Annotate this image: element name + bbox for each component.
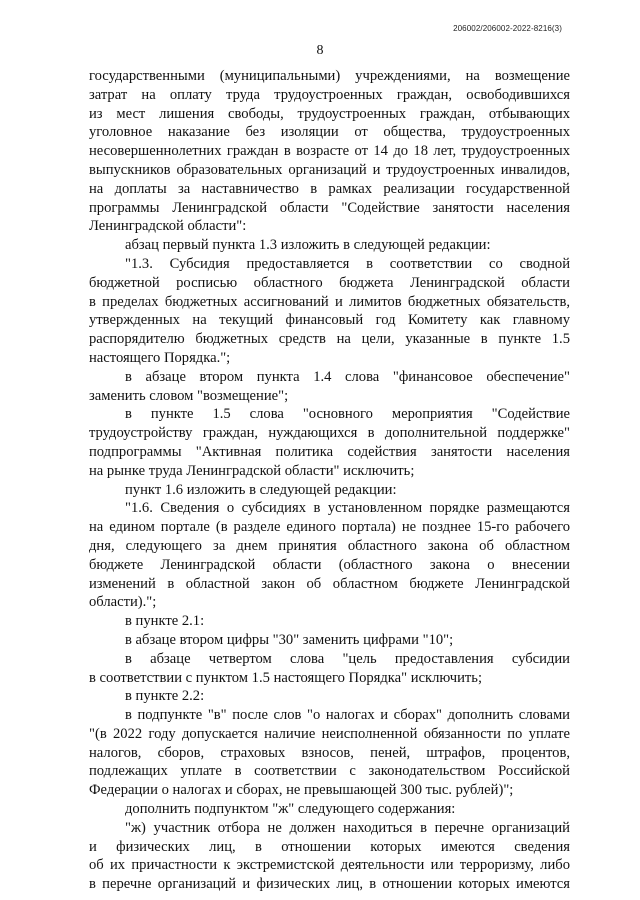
text-line: об их причастности к экстремистской деятельности или терроризму, либо	[89, 857, 570, 874]
text-line: изменений в областной закон об областном бюджете Ленинградской	[89, 575, 570, 592]
text-line: бюджете Ленинградской области (областного закона о внесении	[89, 556, 570, 573]
text-line: и физических лиц, в отношении которых имеются сведения	[89, 838, 570, 855]
text-line: Федерации о налогах и сборах, не превышающей 300 тыс. рублей)";	[89, 782, 514, 799]
text-line: заменить словом "возмещение";	[89, 387, 289, 404]
text-line: пункт 1.6 изложить в следующей редакции:	[125, 481, 397, 498]
text-line: в абзаце втором цифры "30" заменить цифрами "10";	[125, 631, 454, 648]
text-line: на доплаты за наставничество в рамках реализации государственной	[89, 180, 570, 197]
text-line: в перечне организаций и физических лиц, в отношении которых имеются	[89, 876, 570, 893]
text-line: несовершеннолетних граждан в возрасте от 14 до 18 лет, трудоустроенных	[89, 143, 570, 160]
document-id: 206002/206002-2022-8216(3)	[453, 24, 562, 33]
text-line: "1.6. Сведения о субсидиях в установленном порядке размещаются	[125, 500, 570, 517]
text-line: в пункте 2.2:	[125, 688, 205, 705]
text-line: абзац первый пункта 1.3 изложить в следующей редакции:	[125, 237, 491, 254]
text-line: области).";	[89, 594, 157, 611]
text-line: "ж) участник отбора не должен находиться в перечне организаций	[125, 819, 570, 836]
text-line: государственными (муниципальными) учреждениями, на возмещение	[89, 68, 570, 84]
text-line: трудоустройству граждан, нуждающихся в дополнительной поддержке"	[89, 425, 570, 442]
text-line: налогов, сборов, страховых взносов, пеней, штрафов, процентов,	[89, 744, 570, 761]
text-line: подпрограммы "Активная политика содействия занятости населения	[89, 443, 570, 460]
text-line: на едином портале (в разделе единого портала) не позднее 15-го рабочего	[89, 519, 570, 536]
text-line: "(в 2022 году допускается наличие неисполненной обязанности по уплате	[89, 725, 570, 742]
text-line: из мест лишения свободы, трудоустроенных граждан, отбывающих	[89, 105, 570, 122]
text-line: бюджетной росписью областного бюджета Ленинградской области	[89, 274, 570, 291]
text-line: в пункте 2.1:	[125, 613, 205, 630]
text-line: уголовное наказание без изоляции от общества, трудоустроенных	[89, 124, 570, 141]
text-line: выпускников образовательных организаций и трудоустроенных инвалидов,	[89, 161, 570, 178]
text-line: настоящего Порядка.";	[89, 349, 231, 366]
text-line: затрат на оплату труда трудоустроенных граждан, освободившихся	[89, 86, 570, 103]
text-line: на рынке труда Ленинградской области" исключить;	[89, 462, 415, 479]
text-line: дополнить подпунктом "ж" следующего содержания:	[125, 801, 456, 818]
text-line: утвержденных на текущий финансовый год Комитету как главному	[89, 312, 570, 329]
text-line: в пункте 1.5 слова "основного мероприятия "Содействие	[125, 406, 570, 423]
text-line: в пределах бюджетных ассигнований и лимитов бюджетных обязательств,	[89, 293, 570, 310]
text-line: Ленинградской области":	[89, 218, 247, 235]
text-line: распорядителю бюджетных средств на цели, указанные в пункте 1.5	[89, 331, 570, 348]
text-line: дня, следующего за днем принятия областного закона об областном	[89, 537, 570, 554]
text-line: в соответствии с пунктом 1.5 настоящего Порядка" исключить;	[89, 669, 482, 686]
text-line: программы Ленинградской области "Содействие занятости населения	[89, 199, 570, 216]
text-line: подлежащих уплате в соответствии с законодательством Российской	[89, 763, 570, 780]
text-line: в абзаце четвертом слова "цель предоставления субсидии	[125, 650, 570, 667]
page-number: 8	[316, 43, 324, 58]
text-line: в подпункте "в" после слов "о налогах и сборах" дополнить словами	[125, 707, 570, 724]
text-line: "1.3. Субсидия предоставляется в соответствии со сводной	[125, 255, 570, 272]
document-body	[89, 67, 570, 894]
text-line: в абзаце втором пункта 1.4 слова "финансовое обеспечение"	[125, 368, 570, 385]
